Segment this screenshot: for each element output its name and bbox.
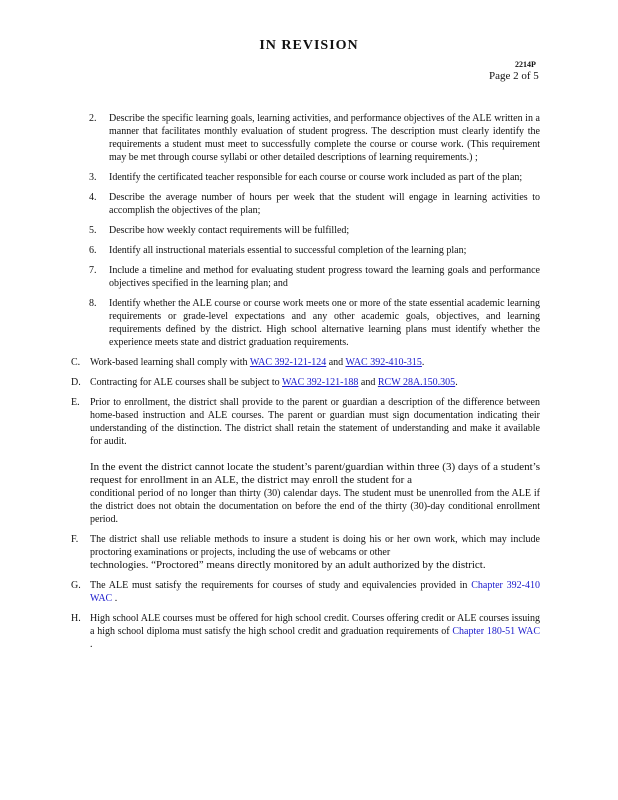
section-h [70, 612, 540, 651]
wac-392-121-124-link[interactable]: WAC 392-121-124 [249, 357, 327, 368]
section-letter: H. [71, 613, 81, 624]
document-title: IN REVISION [259, 38, 359, 53]
section-e [70, 396, 540, 526]
conjunction: and [328, 357, 344, 368]
chapter-392-410-wac-link[interactable]: Chapter 392-410 WAC [90, 580, 541, 604]
item-text: Identify all instructional materials essential to successful completion of the learning plan; [109, 245, 467, 256]
item-text: Describe how weekly contact requirements will be fulfilled; [109, 225, 350, 236]
section-letter: D. [71, 377, 81, 388]
rcw-28a-150-305-link[interactable]: RCW 28A.150.305 [377, 377, 456, 388]
item-text: Identify the certificated teacher responsible for each course or course work included as part of the plan; [109, 172, 523, 183]
item-number: 7. [89, 265, 97, 276]
numbered-list [70, 112, 540, 349]
item-number: 8. [89, 298, 97, 309]
numbered-item [70, 297, 540, 349]
numbered-item [70, 191, 540, 217]
item-number: 6. [89, 245, 97, 256]
section-e-paragraph-1: Prior to enrollment, the district shall provide to the parent or guardian a description of the difference between home-based instruction and ALE courses. The parent or guardian must sign documentation indicating their understanding of the distinction. The district shall retain the statement of understanding and make it available for audit. [90, 397, 540, 447]
section-letter: C. [71, 357, 81, 368]
wac-392-410-315-link[interactable]: WAC 392-410-315 [345, 357, 422, 368]
item-number: 4. [89, 192, 97, 203]
section-letter: E. [71, 397, 80, 408]
section-d-text: Contracting for ALE courses shall be subject to [90, 377, 280, 388]
numbered-item [70, 224, 540, 237]
section-g [70, 579, 540, 605]
item-text: Include a timeline and method for evaluating student progress toward the learning goals and performance objectives specified in the learning plan; and [109, 265, 540, 289]
page-number: Page 2 of 5 [489, 70, 539, 82]
section-e-paragraph-2b: conditional period of no longer than thirty (30) calendar days. The student must be unenrolled from the ALE if the district does not obtain the documentation on before the end of the thirty (30)-day conditional enrollment period. [90, 488, 540, 525]
policy-code: 2214P [515, 60, 536, 69]
numbered-item [70, 264, 540, 290]
item-number: 3. [89, 172, 97, 183]
numbered-item [70, 112, 540, 164]
section-g-text: The ALE must satisfy the requirements for courses of study and equivalencies provided in [90, 580, 468, 591]
item-number: 2. [89, 113, 97, 124]
item-number: 5. [89, 225, 97, 236]
period: . [90, 639, 93, 650]
section-d [70, 376, 540, 389]
numbered-item [70, 171, 540, 184]
section-e-paragraph-2a: In the event the district cannot locate the student’s parent/guardian within three (3) days of a student’s request for enrollment in an ALE, the district may enroll the student for a [90, 461, 540, 486]
period: . [421, 357, 425, 368]
chapter-180-51-wac-link[interactable]: Chapter 180-51 WAC [452, 626, 540, 637]
section-letter: G. [71, 580, 81, 591]
section-h-text: High school ALE courses must be offered for high school credit. Courses offering credit or ALE courses issuing a high school diploma must satisfy the high school credit and graduation requirements of [90, 613, 540, 637]
item-text: Describe the specific learning goals, learning activities, and performance objectives of the ALE written in a manner that facilitates monthly evaluation of student progress. The description must clearly identify the requirements a student must meet to successfully complete the course or course work. (This requirement may be met through course syllabi or other detailed descriptions of learning requirements.) ; [109, 113, 540, 163]
period: . [455, 377, 458, 388]
document-body [70, 112, 540, 651]
item-text: Identify whether the ALE course or course work meets one or more of the state essential academic learning requirements or grade-level expectations and any other academic goals, objectives, and learning requirements defined by the district. High school alternative learning plans must identify whether the experience meets state and district graduation requirements. [109, 298, 540, 348]
section-f-text-2: technologies. “Proctored” means directly monitored by an adult authorized by the district. [90, 559, 486, 571]
period: . [114, 593, 118, 604]
wac-392-121-188-link[interactable]: WAC 392-121-188 [282, 377, 359, 388]
item-text: Describe the average number of hours per week that the student will engage in learning activities to accomplish the objectives of the plan; [109, 192, 540, 216]
section-c-text: Work-based learning shall comply with [90, 357, 248, 368]
section-f [70, 533, 540, 572]
conjunction: and [360, 377, 376, 388]
section-f-text: The district shall use reliable methods to insure a student is doing his or her own work, which may include proctoring examinations or projects, including the use of webcams or other [90, 534, 540, 558]
section-letter: F. [71, 534, 79, 545]
numbered-item [70, 244, 540, 257]
section-c [70, 356, 540, 369]
